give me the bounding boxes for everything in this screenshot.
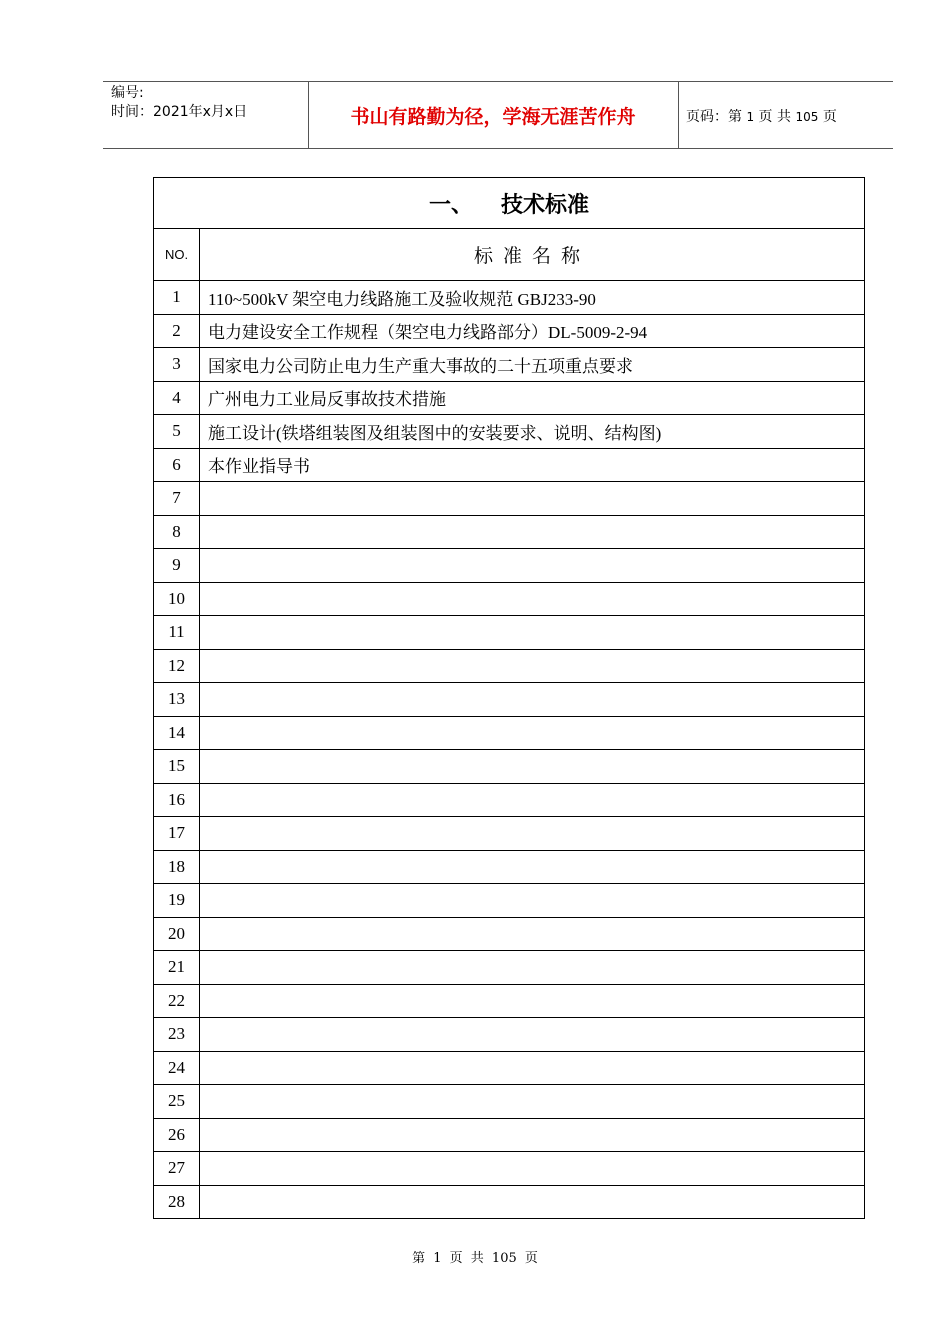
row-standard-name: [200, 616, 865, 650]
row-number: 27: [154, 1152, 200, 1186]
table-row: [154, 750, 865, 784]
table-row: [154, 1051, 865, 1085]
row-number: 14: [154, 716, 200, 750]
row-standard-name: 本作业指导书: [200, 448, 865, 482]
row-number: 8: [154, 515, 200, 549]
table-row: [154, 582, 865, 616]
standards-table: [153, 177, 865, 1219]
header-meta: [111, 84, 311, 122]
header-page-number: [686, 106, 837, 126]
row-standard-name: 广州电力工业局反事故技术措施: [200, 381, 865, 415]
row-number: 19: [154, 884, 200, 918]
row-number: 15: [154, 750, 200, 784]
row-number: 17: [154, 817, 200, 851]
table-row: [154, 783, 865, 817]
row-standard-name: [200, 515, 865, 549]
row-standard-name: [200, 884, 865, 918]
row-number: 4: [154, 381, 200, 415]
row-standard-name: 国家电力公司防止电力生产重大事故的二十五项重点要求: [200, 348, 865, 382]
table-row: [154, 482, 865, 516]
row-number: 23: [154, 1018, 200, 1052]
row-standard-name: [200, 984, 865, 1018]
row-number: 18: [154, 850, 200, 884]
row-standard-name: [200, 1118, 865, 1152]
row-standard-name: [200, 783, 865, 817]
page-num: 1: [746, 110, 755, 124]
row-number: 16: [154, 783, 200, 817]
table-row: [154, 448, 865, 482]
table-row: [154, 716, 865, 750]
row-standard-name: [200, 716, 865, 750]
row-standard-name: [200, 649, 865, 683]
row-number: 5: [154, 415, 200, 449]
time-label: 时间：2021年x月x日: [111, 104, 248, 120]
row-standard-name: [200, 917, 865, 951]
table-row: [154, 884, 865, 918]
row-number: 13: [154, 683, 200, 717]
page-mid: 页 共: [758, 109, 791, 125]
page-suffix: 页: [822, 109, 837, 125]
table-row: [154, 348, 865, 382]
row-standard-name: [200, 1085, 865, 1119]
row-number: 2: [154, 314, 200, 348]
table-title: [154, 178, 865, 229]
row-standard-name: 施工设计(铁塔组装图及组装图中的安装要求、说明、结构图): [200, 415, 865, 449]
row-number: 22: [154, 984, 200, 1018]
table-row: [154, 281, 865, 315]
column-header-no: NO.: [154, 229, 200, 281]
page-total: 105: [795, 110, 819, 124]
row-standard-name: [200, 817, 865, 851]
table-row: [154, 917, 865, 951]
table-row: [154, 1185, 865, 1219]
row-standard-name: 110~500kV 架空电力线路施工及验收规范 GBJ233-90: [200, 281, 865, 315]
row-number: 9: [154, 549, 200, 583]
row-number: 1: [154, 281, 200, 315]
row-standard-name: [200, 850, 865, 884]
row-standard-name: [200, 482, 865, 516]
row-standard-name: [200, 582, 865, 616]
column-header-name: 标准名称: [200, 229, 865, 281]
table-row: [154, 1085, 865, 1119]
table-row: [154, 1018, 865, 1052]
table-row: [154, 415, 865, 449]
row-standard-name: [200, 683, 865, 717]
table-row: [154, 951, 865, 985]
row-number: 3: [154, 348, 200, 382]
header-divider: [678, 82, 679, 148]
table-row: [154, 381, 865, 415]
row-number: 21: [154, 951, 200, 985]
row-standard-name: 电力建设安全工作规程（架空电力线路部分）DL-5009-2-94: [200, 314, 865, 348]
row-standard-name: [200, 951, 865, 985]
row-number: 26: [154, 1118, 200, 1152]
row-standard-name: [200, 1152, 865, 1186]
row-number: 6: [154, 448, 200, 482]
row-number: 20: [154, 917, 200, 951]
page-header: [103, 81, 893, 149]
row-number: 12: [154, 649, 200, 683]
table-title-text: 技术标准: [501, 192, 590, 218]
row-number: 24: [154, 1051, 200, 1085]
table-row: [154, 683, 865, 717]
row-standard-name: [200, 549, 865, 583]
page-prefix: 页码：第: [686, 109, 742, 125]
table-row: [154, 1152, 865, 1186]
row-number: 28: [154, 1185, 200, 1219]
table-row: [154, 1118, 865, 1152]
row-standard-name: [200, 1018, 865, 1052]
row-number: 11: [154, 616, 200, 650]
header-motto: 书山有路勤为径，学海无涯苦作舟: [350, 105, 636, 128]
table-row: [154, 649, 865, 683]
table-row: [154, 515, 865, 549]
row-standard-name: [200, 750, 865, 784]
row-number: 7: [154, 482, 200, 516]
table-title-row: [154, 178, 865, 229]
table-title-number: 一、: [428, 192, 473, 218]
table-row: [154, 616, 865, 650]
row-standard-name: [200, 1051, 865, 1085]
row-number: 10: [154, 582, 200, 616]
table-row: [154, 984, 865, 1018]
table-row: [154, 549, 865, 583]
serial-label: 编号:: [111, 85, 144, 101]
row-number: 25: [154, 1085, 200, 1119]
table-row: [154, 850, 865, 884]
table-header-row: [154, 229, 865, 281]
table-row: [154, 817, 865, 851]
table-row: [154, 314, 865, 348]
row-standard-name: [200, 1185, 865, 1219]
page-footer: 第 1 页 共 105 页: [412, 1251, 538, 1266]
